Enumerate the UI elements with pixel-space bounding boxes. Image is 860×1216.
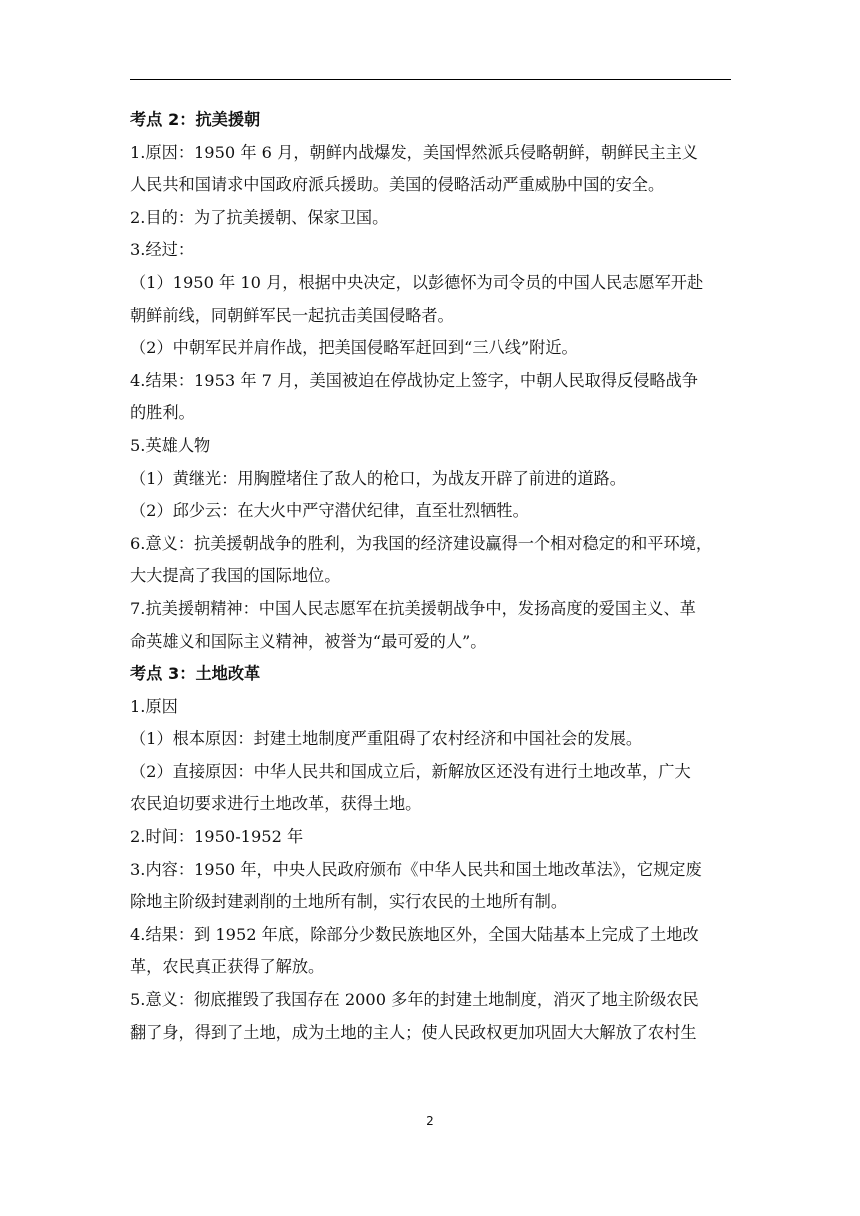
text-line: 5.英雄人物	[130, 435, 211, 455]
text-line: 7.抗美援朝精神：中国人民志愿军在抗美援朝战争中，发扬高度的爱国主义、革	[130, 598, 696, 618]
text-line: 除地主阶级封建剥削的土地所有制，实行农民的土地所有制。	[130, 892, 568, 912]
text-line: （1）根本原因：封建土地制度严重阻碍了农村经济和中国社会的发展。	[130, 729, 643, 749]
text-line: 4.结果：1953 年 7 月，美国被迫在停战协定上签字，中朝人民取得反侵略战争	[130, 370, 698, 390]
text-line: 4.结果：到 1952 年底，除部分少数民族地区外，全国大陆基本上完成了土地改	[130, 924, 699, 944]
text-line: （1）黄继光：用胸膛堵住了敌人的枪口，为战友开辟了前进的道路。	[130, 468, 626, 488]
text-line: 命英雄义和国际主义精神，被誉为“最可爱的人”。	[130, 631, 487, 651]
text-line: （2）邱少云：在大火中严守潜伏纪律，直至壮烈牺牲。	[130, 501, 529, 521]
text-line: 1.原因：1950 年 6 月，朝鲜内战爆发，美国悍然派兵侵略朝鲜，朝鲜民主主义	[130, 142, 698, 162]
section-heading: 考点 3：土地改革	[130, 664, 261, 684]
text-line: 2.时间：1950-1952 年	[130, 827, 304, 847]
text-line: 1.原因	[130, 696, 178, 716]
text-line: （2）中朝军民并肩作战，把美国侵略军赶回到“三八线”附近。	[130, 338, 578, 358]
text-line: （1）1950 年 10 月，根据中央决定，以彭德怀为司令员的中国人民志愿军开赴	[130, 272, 704, 292]
text-line: 2.目的：为了抗美援朝、保家卫国。	[130, 207, 389, 227]
text-line: 翻了身，得到了土地，成为土地的主人；使人民政权更加巩固大大解放了农村生	[130, 1022, 697, 1042]
text-line: （2）直接原因：中华人民共和国成立后，新解放区还没有进行土地改革，广大	[130, 761, 691, 781]
text-line: 大大提高了我国的国际地位。	[130, 566, 341, 586]
text-line: 的胜利。	[130, 403, 195, 423]
text-line: 朝鲜前线，同朝鲜军民一起抗击美国侵略者。	[130, 305, 454, 325]
page-number: 2	[426, 1114, 434, 1128]
text-line: 革，农民真正获得了解放。	[130, 957, 325, 977]
header-rule	[130, 79, 731, 80]
text-line: 3.经过：	[130, 240, 195, 260]
text-line: 5.意义：彻底摧毁了我国存在 2000 多年的封建土地制度，消灭了地主阶级农民	[130, 990, 699, 1010]
text-line: 农民迫切要求进行土地改革，获得土地。	[130, 794, 422, 814]
section-heading: 考点 2：抗美援朝	[130, 110, 261, 129]
text-line: 6.意义：抗美援朝战争的胜利，为我国的经济建设赢得一个相对稳定的和平环境，	[130, 533, 713, 553]
text-line: 3.内容：1950 年，中央人民政府颁布《中华人民共和国土地改革法》，它规定废	[130, 859, 702, 879]
text-line: 人民共和国请求中国政府派兵援助。美国的侵略活动严重威胁中国的安全。	[130, 175, 665, 195]
document-body	[130, 104, 731, 1049]
